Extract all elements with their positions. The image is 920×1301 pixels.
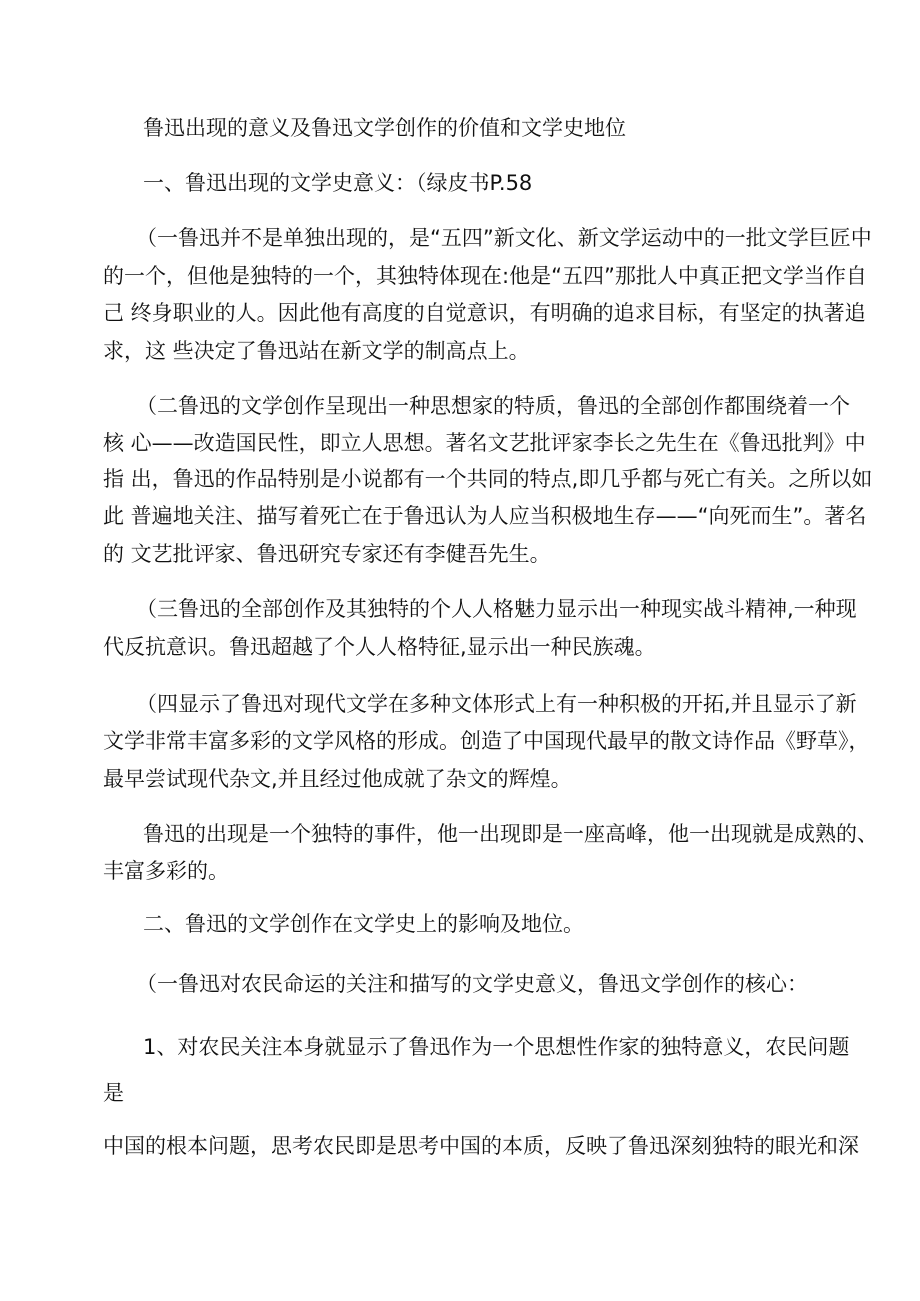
paragraph-line: 己 终身职业的人。因此他有高度的自觉意识，有明确的追求目标，有坚定的执著追	[103, 301, 866, 325]
section-1-heading: 一、鲁迅出现的文学史意义：（绿皮书P.58	[143, 171, 533, 195]
paragraph-line: 此 普遍地关注、描写着死亡在于鲁迅认为人应当积极地生存——“向死而生”。著名	[103, 504, 867, 528]
paragraph-line: （二鲁迅的文学创作呈现出一种思想家的特质，鲁迅的全部创作都围绕着一个	[136, 394, 850, 418]
paragraph-line: 求，这 些决定了鲁迅站在新文学的制高点上。	[103, 339, 530, 363]
paragraph-line: （三鲁迅的全部创作及其独特的个人人格魅力显示出一种现实战斗精神,一种现	[136, 597, 857, 621]
paragraph-line: （一鲁迅并不是单独出现的，是“五四”新文化、新文学运动中的一批文学巨匠中	[136, 226, 872, 250]
section-2-heading: 二、鲁迅的文学创作在文学史上的影响及地位。	[143, 912, 584, 936]
paragraph-line: 1、对农民关注本身就显示了鲁迅作为一个思想性作家的独特意义，农民问题	[143, 1035, 850, 1059]
paragraph-line: 代反抗意识。鲁迅超越了个人人格特征,显示出一种民族魂。	[103, 635, 656, 659]
paragraph-line: 的一个，但他是独特的一个，其独特体现在:他是“五四”那批人中真正把文学当作自	[103, 264, 867, 288]
document-title: 鲁迅出现的意义及鲁迅文学创作的价值和文学史地位	[143, 116, 626, 140]
paragraph-line: 最早尝试现代杂文,并且经过他成就了杂文的辉煌。	[103, 767, 572, 791]
paragraph-line: 的 文艺批评家、鲁迅研究专家还有李健吾先生。	[103, 542, 551, 566]
paragraph-line: 是	[103, 1081, 124, 1105]
paragraph-line: 核 心——改造国民性，即立人思想。著名文艺批评家李长之先生在《鲁迅批判》中	[103, 431, 866, 455]
paragraph-line: 中国的根本问题，思考农民即是思考中国的本质，反映了鲁迅深刻独特的眼光和深	[103, 1134, 859, 1158]
paragraph-line: 指 出，鲁迅的作品特别是小说都有一个共同的特点,即几乎都与死亡有关。之所以如	[103, 467, 873, 491]
subsection-heading: （一鲁迅对农民命运的关注和描写的文学史意义，鲁迅文学创作的核心：	[136, 972, 808, 996]
paragraph-line: 文学非常丰富多彩的文学风格的形成。创造了中国现代最早的散文诗作品《野草》，	[103, 729, 870, 753]
summary-line: 鲁迅的出现是一个独特的事件，他一出现即是一座高峰，他一出现就是成熟的、	[143, 822, 878, 846]
summary-line: 丰富多彩的。	[103, 859, 229, 883]
paragraph-line: （四显示了鲁迅对现代文学在多种文体形式上有一种积极的开拓,并且显示了新	[136, 692, 857, 716]
